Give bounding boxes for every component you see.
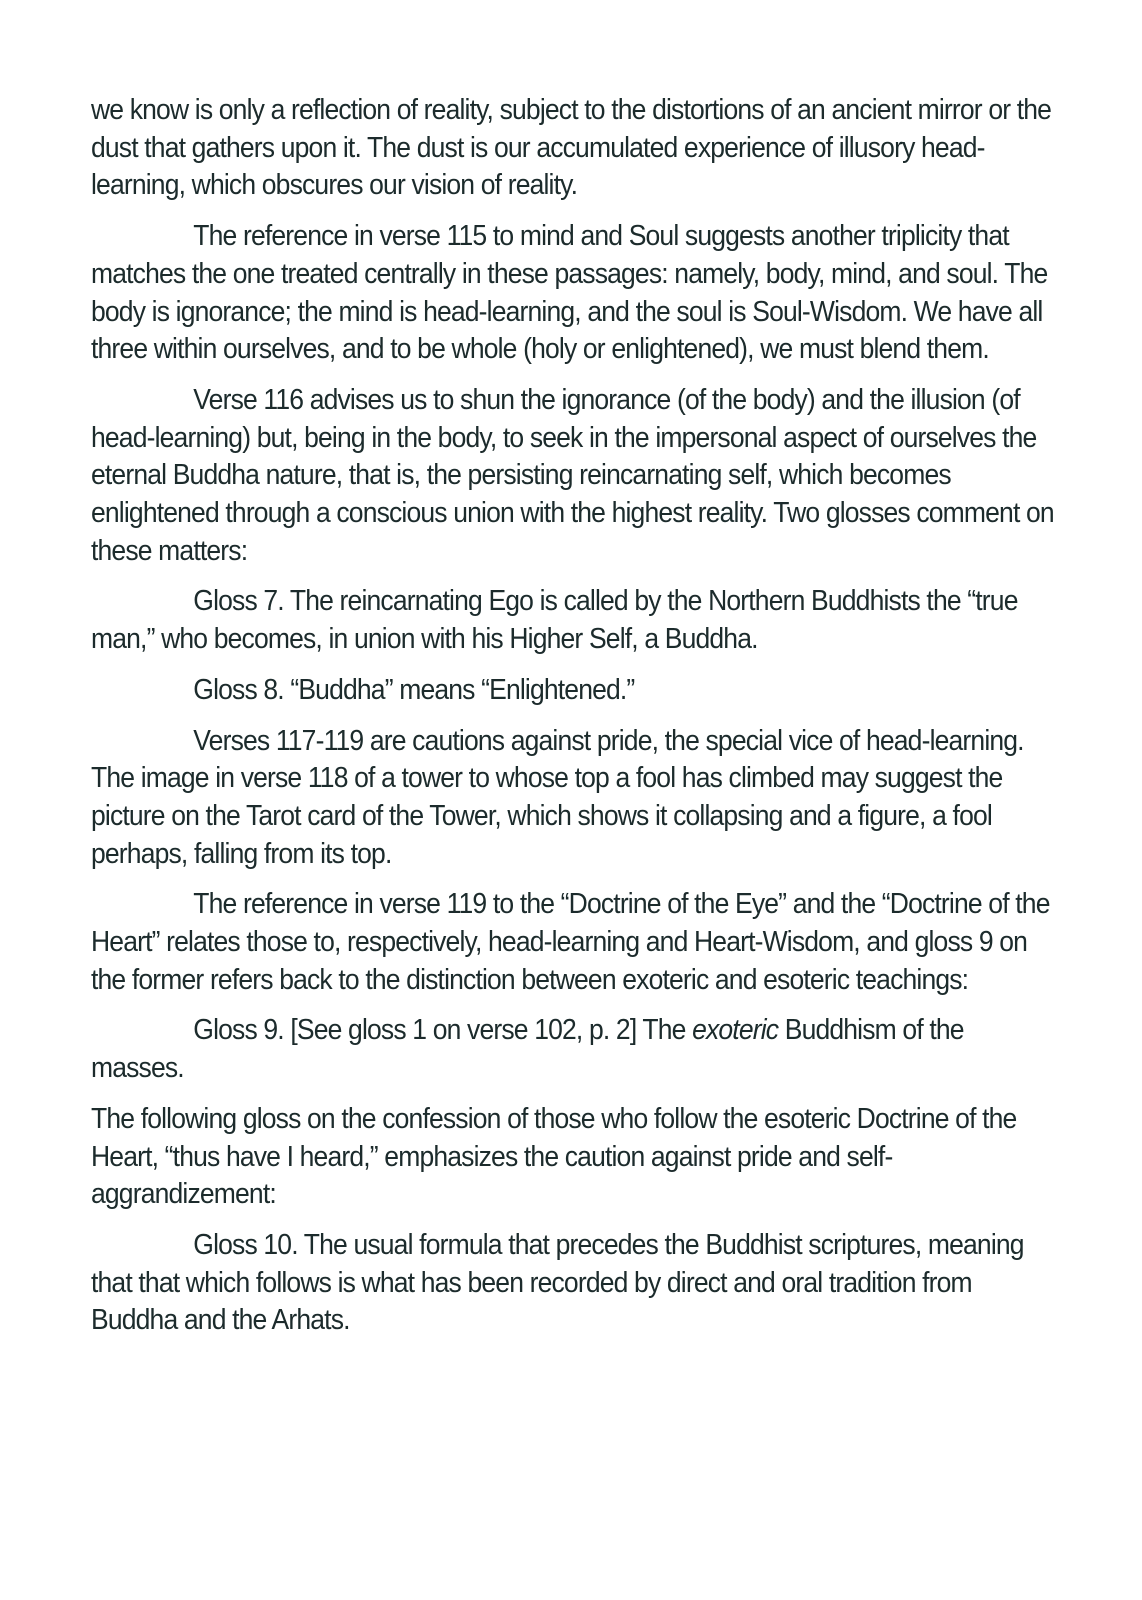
paragraph-continuation: we know is only a reflection of reality, subject to the distortions of an ancient mirror or the dust that gathers upon it. The dust is our accumulated experience of illusory head-learning, which obscures our vision of reality. bbox=[91, 94, 1052, 202]
gloss-10: Gloss 10. The usual formula that precedes the Buddhist scriptures, meaning that that which follows is what has been recorded by direct and oral tradition from Buddha and the Arhats. bbox=[91, 1228, 1024, 1337]
gloss-7: Gloss 7. The reincarnating Ego is called by the Northern Buddhists the “true man,” who becomes, in union with his Higher Self, a Buddha. bbox=[91, 585, 1018, 656]
paragraph-verse-116: Verse 116 advises us to shun the ignorance (of the body) and the illusion (of head-learning) but, being in the body, to seek in the impersonal aspect of ourselves the eternal Buddha nature, that is, the persisting reincarnating self, which becomes enlightened through a conscious union with the highest reality. Two glosses comment on these matters: bbox=[91, 383, 1054, 567]
gloss-9-italic: exoteric bbox=[692, 1014, 779, 1047]
document-page bbox=[91, 92, 1054, 1353]
paragraph-following-gloss: The following gloss on the confession of those who follow the esoteric Doctrine of the Heart, “thus have I heard,” emphasizes the caution against pride and self-aggrandizement: bbox=[91, 1102, 1017, 1211]
gloss-9 bbox=[91, 1012, 1058, 1087]
gloss-8: Gloss 8. “Buddha” means “Enlightened.” bbox=[193, 673, 635, 706]
paragraph-verses-117-119: Verses 117-119 are cautions against pride, the special vice of head-learning. The image in verse 118 of a tower to whose top a fool has climbed may suggest the picture on the Tarot card of the Tower, which shows it collapsing and a figure, a fool perhaps, falling from its top. bbox=[91, 724, 1024, 870]
gloss-9-after: Buddhism of the masses. bbox=[91, 1014, 964, 1085]
paragraph-verse-115: The reference in verse 115 to mind and Soul suggests another triplicity that matches the one treated centrally in these passages: namely, body, mind, and soul. The body is ignorance; the mind is head-learning, and the soul is Soul-Wisdom. We have all three within ourselves, and to be whole (holy or enlightened), we must blend them. bbox=[91, 220, 1048, 366]
gloss-9-before: Gloss 9. [See gloss 1 on verse 102, p. 2] The bbox=[193, 1014, 693, 1047]
paragraph-verse-119: The reference in verse 119 to the “Doctrine of the Eye” and the “Doctrine of the Heart” relates those to, respectively, head-learning and Heart-Wisdom, and gloss 9 on the former refers back to the distinction between exoteric and esoteric teachings: bbox=[91, 888, 1050, 996]
